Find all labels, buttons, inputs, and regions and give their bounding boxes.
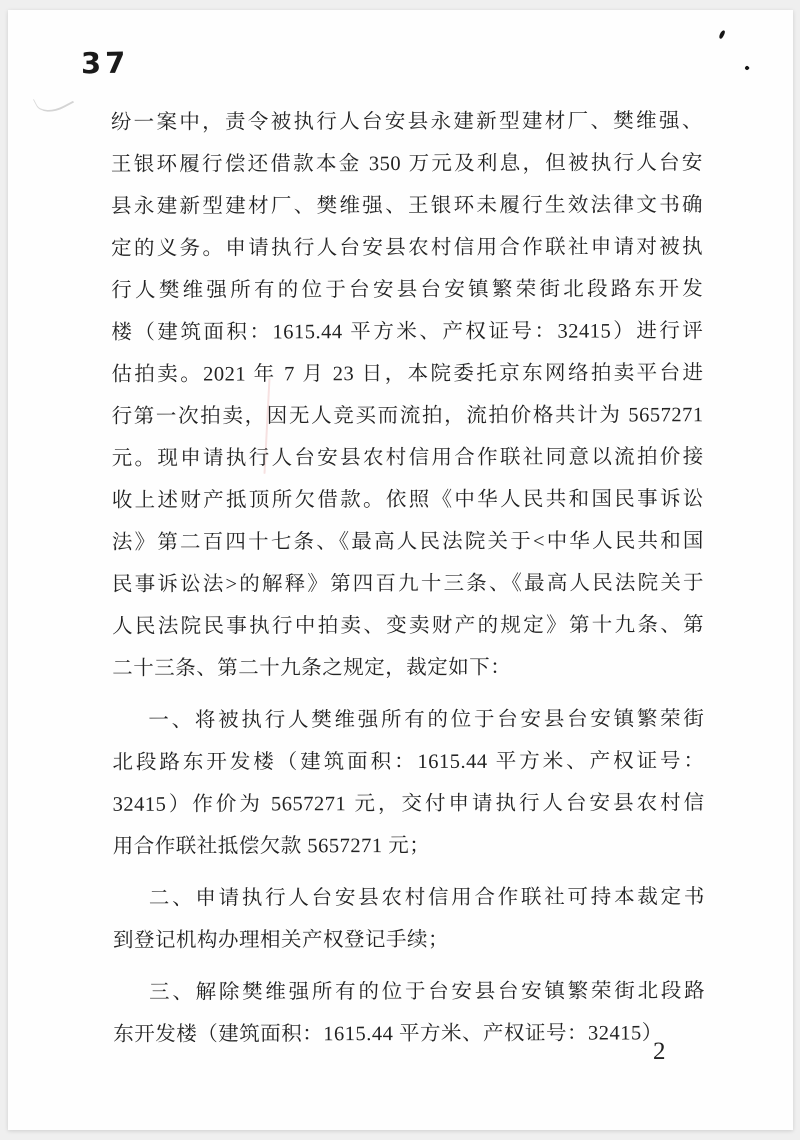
ink-speck — [744, 65, 750, 71]
text-line: 人民法院民事执行中拍卖、变卖财产的规定》第十九条、第 — [112, 614, 705, 638]
text-line: 定的义务。申请执行人台安县农村信用合作联社申请对被执 — [111, 236, 704, 260]
document-body — [111, 100, 705, 1056]
text-line: 王银环履行偿还借款本金 350 万元及利息，但被执行人台安 — [110, 152, 703, 176]
text-line: 纷一案中，责令被执行人台安县永建新型建材厂、樊维强、 — [110, 110, 703, 134]
text-line: 楼（建筑面积：1615.44 平方米、产权证号：32415）进行评 — [111, 320, 704, 344]
pencil-mark — [33, 83, 74, 119]
text-line: 行第一次拍卖，因无人竞买而流拍，流拍价格共计为 5657271 — [111, 404, 704, 428]
document-page — [8, 10, 793, 1130]
folio-number: 37 — [80, 45, 130, 81]
text-line: 用合作联社抵偿欠款 5657271 元； — [112, 834, 431, 858]
text-line: 收上述财产抵顶所欠借款。依照《中华人民共和国民事诉讼 — [111, 488, 704, 512]
text-line: 三、解除樊维强所有的位于台安县台安镇繁荣街北段路 — [149, 980, 706, 1004]
text-line: 法》第二百四十七条、《最高人民法院关于<中华人民共和国 — [111, 530, 704, 554]
text-line: 行人樊维强所有的位于台安县台安镇繁荣街北段路东开发 — [111, 278, 704, 302]
text-line: 32415）作价为 5657271 元，交付申请执行人台安县农村信 — [112, 792, 705, 816]
text-line: 到登记机构办理相关产权登记手续； — [112, 928, 449, 952]
text-line: 元。现申请执行人台安县农村信用合作联社同意以流拍价接 — [111, 446, 704, 470]
text-line: 估拍卖。2021 年 7 月 23 日，本院委托京东网络拍卖平台进 — [111, 362, 704, 386]
text-line: 二、申请执行人台安县农村信用合作联社可持本裁定书 — [148, 886, 705, 910]
ink-speck — [718, 30, 725, 40]
text-line: 北段路东开发楼（建筑面积：1615.44 平方米、产权证号： — [112, 750, 705, 774]
text-line: 一、将被执行人樊维强所有的位于台安县台安镇繁荣街 — [148, 708, 705, 732]
page-number: 2 — [653, 1038, 666, 1065]
text-line: 民事诉讼法>的解释》第四百九十三条、《最高人民法院关于 — [111, 572, 705, 596]
text-line: 县永建新型建材厂、樊维强、王银环未履行生效法律文书确 — [110, 194, 704, 218]
text-line: 二十三条、第二十九条之规定，裁定如下： — [112, 656, 512, 680]
text-line: 东开发楼（建筑面积：1615.44 平方米、产权证号：32415） — [113, 1022, 663, 1046]
